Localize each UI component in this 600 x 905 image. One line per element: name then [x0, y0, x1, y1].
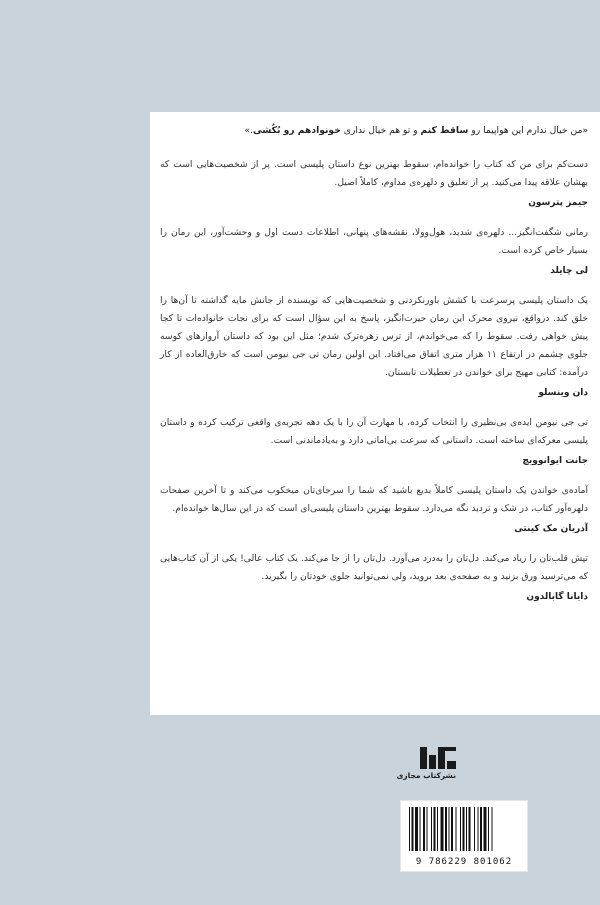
review-item — [160, 156, 588, 212]
review-text: آماده‌ی خواندن یک داستان پلیسی کاملاً بدیع باشید که شما را سرجای‌تان میخکوب می‌کند و تا آخرین صفحات دلهره‌آور کتاب، در شک و تردید نگه می‌دارد. سقوط بهترین داستان پلیسی‌ای است که در این سال‌ها خوانده‌ام. — [160, 485, 588, 514]
quote-text-start: «من خیال ندارم این هواپیما رو — [468, 125, 588, 136]
quote-text-middle: و تو هم خیال نداری — [340, 125, 421, 136]
review-item — [160, 482, 588, 538]
publisher-logo — [396, 747, 456, 780]
quote-bold-phrase-2: خونوادهم رو بُکُشی — [252, 125, 341, 136]
barcode-bars-icon — [409, 807, 519, 851]
review-item — [160, 550, 588, 606]
review-text: رمانی شگفت‌انگیز... دلهره‌ی شدید، هول‌وولا، نقشه‌های پنهانی، اطلاعات دست اول و وحشت‌آور، این رمان را بسیار خاص کرده است. — [160, 227, 588, 256]
opening-quote — [160, 122, 588, 140]
review-author: جانت ایوانوویچ — [522, 456, 588, 466]
review-author: دایانا گابالدون — [526, 592, 588, 602]
back-cover-panel — [150, 112, 600, 715]
review-author: جیمز پترسون — [528, 198, 588, 208]
quote-text-end: .» — [244, 125, 253, 136]
publisher-name: نشرکتاب مجازی — [396, 771, 456, 780]
review-item — [160, 224, 588, 280]
review-item — [160, 414, 588, 470]
review-author: دان وینسلو — [538, 388, 588, 398]
publisher-logo-icon — [420, 747, 456, 769]
review-text: تپش قلب‌تان را زیاد می‌کند. دل‌تان را به‌درد می‌آورد. دل‌تان را از جا می‌کند. یک کتاب عالی! یکی از آن کتاب‌هایی که می‌ترسید ورق بزنید و به صفحه‌ی بعد بروید، ولی نمی‌توانید جلوی خودتان را بگیرید. — [160, 553, 588, 582]
review-text: یک داستان پلیسی پرسرعت با کشش باورنکردنی و شخصیت‌هایی که نویسنده از جانش مایه گذاشته تا آن‌ها را خلق کند. درواقع، نیروی محرک این رمان حیرت‌انگیز، پاسخ به این سؤال است که برای نجات خانواده‌ات تا کجا پیش خواهی رفت. سقوط را که می‌خواندم، از ترس زهره‌ترک شدم؛ مثل این بود که داستان آروارهای کوسه جلوی چشمم در ارتفاع ۱۱ هزار متری اتفاق می‌افتاد. این اولین رمان تی جی نیومن است که خارق‌العاده از کار درآمده: کتابی مهیج برای خواندن در تعطیلات تابستان. — [160, 295, 588, 378]
blurb-content — [160, 122, 588, 618]
isbn-number: 9 786229 801062 — [415, 857, 513, 867]
review-item — [160, 292, 588, 402]
review-text: دست‌کم برای من که کتاب را خوانده‌ام، سقوط بهترین نوع داستان پلیسی است. پر از شخصیت‌هایی است که بهشان علاقه پیدا می‌کنید. پر از تعلیق و دلهره‌ی مداوم، کاملاً اصیل. — [160, 159, 588, 188]
barcode — [400, 800, 528, 872]
quote-bold-phrase-1: ساقط کنم — [420, 125, 469, 136]
review-author: لی چایلد — [550, 266, 588, 276]
review-author: آدریان مک کینتی — [514, 524, 588, 534]
review-text: تی جی نیومن ایده‌ی بی‌نظیری را انتخاب کرده، با مهارت آن را با یک دهه تجربه‌ی واقعی ترکیب کرده و داستان پلیسی معرکه‌ای ساخته است. داستانی که سرعت بی‌امانی دارد و به‌یادماندنی است. — [160, 417, 588, 446]
